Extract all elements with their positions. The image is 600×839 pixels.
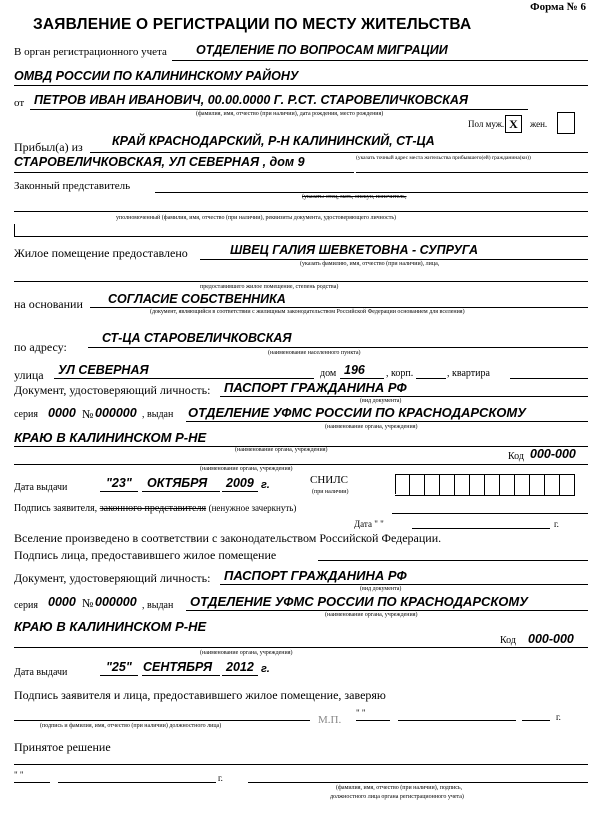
arrived-value-line1[interactable]: КРАЙ КРАСНОДАРСКИЙ, Р-Н КАЛИНИНСКИЙ, СТ-ЦА <box>112 134 435 148</box>
applicant-caption: (фамилия, имя, отчество (при наличии), дата рождения, место рождения) <box>196 111 384 117</box>
certify-mp: М.П. <box>318 714 342 726</box>
basis-label: на основании <box>14 297 83 311</box>
doc1-issuer-caption-b: (наименование органа, учреждения) <box>235 447 328 453</box>
housing-caption1: (указать фамилию, имя, отчество (при наличии), лица, <box>300 261 440 267</box>
signature1-label-text: Подпись заявителя, <box>14 503 98 514</box>
house-value[interactable]: 196 <box>344 363 365 377</box>
korp-label: , корп. <box>386 368 414 379</box>
doc2-num-label: № <box>82 596 94 610</box>
arrived-line2 <box>14 172 354 173</box>
signature1-year-suffix: г. <box>554 519 559 529</box>
certify-year-line[interactable] <box>522 720 550 721</box>
provider-sign-line[interactable] <box>318 560 588 561</box>
street-label: улица <box>14 368 44 382</box>
doc2-code-value[interactable]: 000-000 <box>528 632 574 646</box>
doc1-day-value[interactable]: "23" <box>106 476 132 490</box>
decision-month-line[interactable] <box>58 782 216 783</box>
apt-line[interactable] <box>510 378 588 379</box>
doc1-month-value[interactable]: ОКТЯБРЯ <box>147 476 208 490</box>
doc1-code-label: Код <box>508 451 524 462</box>
doc1-month-line <box>142 491 220 492</box>
doc2-issuer-caption-b: (наименование органа, учреждения) <box>200 650 293 656</box>
doc1-series-value[interactable]: 0000 <box>48 406 76 420</box>
doc1-type-line <box>220 396 588 397</box>
housing-caption2: предоставившего жилое помещение, степень родства) <box>200 284 339 290</box>
legal-rep-caption2: уполномоченный (фамилия, имя, отчество (при наличии), реквизиты документа, удостоверяющего личность) <box>116 215 397 221</box>
address-settlement-line <box>88 347 588 348</box>
sex-female-checkbox[interactable] <box>557 112 575 134</box>
decision-year-suffix: г. <box>218 773 223 783</box>
housing-line1 <box>200 259 588 260</box>
doc2-issuer-line1 <box>186 610 588 611</box>
decision-sign-line[interactable] <box>248 782 588 783</box>
korp-line[interactable] <box>416 378 446 379</box>
settlement-statement: Вселение произведено в соответствии с законодательством Российской Федерации. <box>14 531 442 545</box>
doc2-series-value[interactable]: 0000 <box>48 595 76 609</box>
certify-day-line[interactable] <box>356 720 390 721</box>
doc2-day-line <box>100 675 138 676</box>
doc2-code-label: Код <box>500 635 516 646</box>
doc1-code-value[interactable]: 000-000 <box>530 447 576 461</box>
certify-quote: " " <box>356 708 366 718</box>
decision-caption1: (фамилия, имя, отчество (при наличии), подпись, <box>336 785 463 791</box>
legal-rep-caption1: (указать: отец, мать, опекун, попечитель, <box>302 194 407 200</box>
street-value[interactable]: УЛ СЕВЕРНАЯ <box>58 363 149 377</box>
housing-label: Жилое помещение предоставлено <box>14 246 188 260</box>
signature1-label <box>14 503 296 514</box>
doc1-number-value[interactable]: 000000 <box>95 406 137 420</box>
applicant-value[interactable]: ПЕТРОВ ИВАН ИВАНОВИЧ, 00.00.0000 Г. Р.СТ. СТАРОВЕЛИЧКОВСКАЯ <box>34 93 469 107</box>
decision-line[interactable] <box>14 764 588 765</box>
snils-label: СНИЛС <box>310 474 349 486</box>
doc1-year-line <box>222 491 258 492</box>
organ-value-line1[interactable]: ОТДЕЛЕНИЕ ПО ВОПРОСАМ МИГРАЦИИ <box>196 43 448 57</box>
signature1-line[interactable] <box>392 513 588 514</box>
doc2-issuer-line2 <box>14 647 588 648</box>
housing-value[interactable]: ШВЕЦ ГАЛИЯ ШЕВКЕТОВНА - СУПРУГА <box>230 243 478 257</box>
decision-label: Принятое решение <box>14 740 111 754</box>
doc2-type-value[interactable]: ПАСПОРТ ГРАЖДАНИНА РФ <box>224 568 407 583</box>
certify-month-line[interactable] <box>398 720 516 721</box>
doc2-issuer-caption-a: (наименование органа, учреждения) <box>325 612 418 618</box>
sex-label: Пол муж. <box>468 119 505 129</box>
decision-caption2: должностного лица органа регистрационного учета) <box>330 794 464 800</box>
doc1-year-value[interactable]: 2009 <box>226 476 254 490</box>
certify-sign-line[interactable] <box>14 720 310 721</box>
doc1-issuer-caption-c: (наименование органа, учреждения) <box>200 466 293 472</box>
text-cursor <box>14 224 15 236</box>
doc2-number-value[interactable]: 000000 <box>95 595 137 609</box>
doc2-date-label: Дата выдачи <box>14 667 68 678</box>
doc1-issuer-line1 <box>186 421 588 422</box>
doc2-issuer-value2[interactable]: КРАЮ В КАЛИНИНСКОМ Р-НЕ <box>14 619 207 634</box>
signature1-struck: законного представителя <box>99 503 207 514</box>
basis-value[interactable]: СОГЛАСИЕ СОБСТВЕННИКА <box>108 292 286 306</box>
basis-line <box>90 307 588 308</box>
legal-rep-label: Законный представитель <box>14 180 131 192</box>
doc2-issued-label: , выдан <box>142 600 174 611</box>
sex-female-label: жен. <box>530 119 548 129</box>
decision-quote: " " <box>14 770 24 780</box>
organ-line1 <box>172 60 588 61</box>
doc1-year-suffix: г. <box>261 479 270 491</box>
sex-male-checkbox[interactable] <box>505 115 522 133</box>
arrived-line2-tail <box>356 172 588 173</box>
snils-caption: (при наличии) <box>312 489 349 495</box>
address-settlement-value[interactable]: СТ-ЦА СТАРОВЕЛИЧКОВСКАЯ <box>102 331 292 345</box>
doc2-issuer-value1[interactable]: ОТДЕЛЕНИЕ УФМС РОССИИ ПО КРАСНОДАРСКОМУ <box>190 594 528 609</box>
street-line <box>54 378 314 379</box>
doc1-issued-label: , выдан <box>142 409 174 420</box>
doc1-label: Документ, удостоверяющий личность: <box>14 383 211 397</box>
apt-label: , квартира <box>447 368 490 379</box>
snils-input[interactable] <box>395 474 578 496</box>
signature1-note: (ненужное зачеркнуть) <box>208 503 297 513</box>
certify-year-suffix: г. <box>556 712 561 722</box>
applicant-line <box>30 109 528 110</box>
doc2-type-caption: (вид документа) <box>360 586 402 592</box>
doc2-type-line <box>220 584 588 585</box>
applicant-label: от <box>14 97 25 109</box>
doc2-month-value[interactable]: СЕНТЯБРЯ <box>143 660 213 674</box>
signature1-date-line[interactable] <box>412 528 550 529</box>
address-settlement-caption: (наименование населенного пункта) <box>268 350 361 356</box>
address-label: по адресу: <box>14 340 67 354</box>
doc2-year-line <box>222 675 258 676</box>
doc1-series-label: серия <box>14 409 38 420</box>
decision-day-line[interactable] <box>14 782 50 783</box>
page-title: ЗАЯВЛЕНИЕ О РЕГИСТРАЦИИ ПО МЕСТУ ЖИТЕЛЬСТВА <box>33 16 472 33</box>
arrived-line1 <box>90 152 588 153</box>
doc1-type-caption: (вид документа) <box>360 398 402 404</box>
legal-rep-line1[interactable] <box>155 192 588 193</box>
arrived-value-line2[interactable]: СТАРОВЕЛИЧКОВСКАЯ, УЛ СЕВЕРНАЯ , дом 9 <box>14 155 305 169</box>
doc2-day-value[interactable]: "25" <box>106 660 132 674</box>
doc1-issuer-caption-a: (наименование органа, учреждения) <box>325 424 418 430</box>
doc2-label: Документ, удостоверяющий личность: <box>14 571 211 585</box>
doc2-year-suffix: г. <box>261 663 270 675</box>
doc1-date-label: Дата выдачи <box>14 482 68 493</box>
house-label: дом <box>320 368 337 379</box>
organ-value-line2[interactable]: ОМВД РОССИИ ПО КАЛИНИНСКОМУ РАЙОНУ <box>14 69 299 83</box>
certify-label: Подпись заявителя и лица, предоставившего жилое помещение, заверяю <box>14 688 386 702</box>
form-number: Форма № 6 <box>530 1 586 13</box>
doc2-month-line <box>142 675 220 676</box>
house-line <box>340 378 384 379</box>
doc1-issuer-value1[interactable]: ОТДЕЛЕНИЕ УФМС РОССИИ ПО КРАСНОДАРСКОМУ <box>188 405 526 420</box>
signature1-date-label: Дата " " <box>354 519 384 529</box>
arrived-caption: (указать точный адрес места жительства прибывшего(ей) гражданина(ки)) <box>356 155 531 161</box>
organ-line2 <box>14 85 588 86</box>
doc1-issuer-value2[interactable]: КРАЮ В КАЛИНИНСКОМ Р-НЕ <box>14 430 207 445</box>
basis-caption: (документ, являющийся в соответствии с жилищным законодательством Российской Федерации основанием для вселения) <box>150 309 465 315</box>
housing-line2[interactable] <box>14 281 588 282</box>
legal-rep-line3[interactable] <box>14 236 588 237</box>
legal-rep-line2[interactable] <box>14 211 588 212</box>
arrived-label: Прибыл(а) из <box>14 140 83 154</box>
sex-male-mark: Х <box>509 117 518 131</box>
doc1-num-label: № <box>82 407 94 421</box>
doc1-code-line <box>14 464 588 465</box>
organ-label: В орган регистрационного учета <box>14 46 167 58</box>
doc1-type-value[interactable]: ПАСПОРТ ГРАЖДАНИНА РФ <box>224 380 407 395</box>
doc2-series-label: серия <box>14 600 38 611</box>
certify-caption: (подпись и фамилия, имя, отчество (при наличии) должностного лица) <box>40 723 222 729</box>
provider-sign-label: Подпись лица, предоставившего жилое помещение <box>14 548 277 562</box>
doc1-day-line <box>100 491 138 492</box>
doc2-year-value[interactable]: 2012 <box>226 660 254 674</box>
